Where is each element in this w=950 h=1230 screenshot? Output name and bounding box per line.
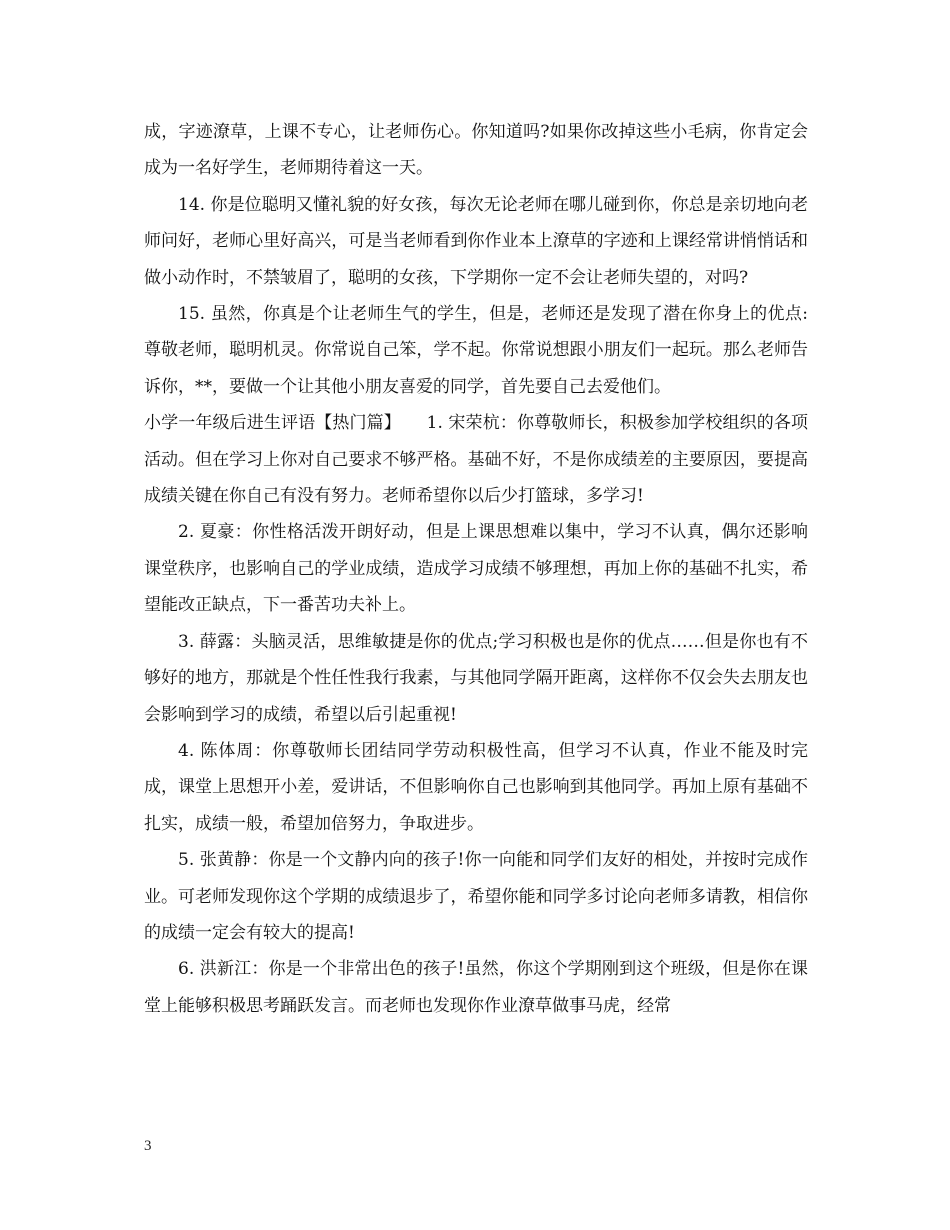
paragraph: 15. 虽然，你真是个让老师生气的学生，但是，老师还是发现了潜在你身上的优点:尊敬老师，聪明机灵。你常说自己笨，学不起。你常说想跟小朋友们一起玩。那么老师告诉你，**，要做一个让其他小朋友喜爱的同学，首先要自己去爱他们。 [144, 304, 808, 397]
paragraph: 5. 张黄静：你是一个文静内向的孩子!你一向能和同学们友好的相处，并按时完成作业。可老师发现你这个学期的成绩退步了，希望你能和同学多讨论向老师多请教，相信你的成绩一定会有较大的提高! [144, 850, 808, 943]
paragraph: 4. 陈体周：你尊敬师长团结同学劳动积极性高，但学习不认真，作业不能及时完成，课堂上思想开小差，爱讲话，不但影响你自己也影响到其他同学。再加上原有基础不扎实，成绩一般，希望加倍努力，争取进步。 [144, 740, 808, 834]
document-body [144, 114, 808, 1024]
paragraph: 成，字迹潦草，上课不专心，让老师伤心。你知道吗?如果你改掉这些小毛病，你肯定会成为一名好学生，老师期待着这一天。 [144, 122, 808, 179]
paragraph: 6. 洪新江：你是一个非常出色的孩子!虽然，你这个学期刚到这个班级，但是你在课堂上能够积极思考踊跃发言。而老师也发现你作业潦草做事马虎，经常 [144, 959, 808, 1016]
paragraph: 2. 夏豪：你性格活泼开朗好动，但是上课思想难以集中，学习不认真，偶尔还影响课堂秩序，也影响自己的学业成绩，造成学习成绩不够理想，再加上你的基础不扎实，希望能改正缺点，下一番苦功夫补上。 [144, 522, 808, 616]
paragraph: 小学一年级后进生评语【热门篇】 1. 宋荣杭：你尊敬师长，积极参加学校组织的各项活动。但在学习上你对自己要求不够严格。基础不好，不是你成绩差的主要原因，要提高成绩关键在你自己有没有努力。老师希望你以后少打篮球，多学习! [144, 413, 808, 507]
paragraph: 3. 薛露：头脑灵活，思维敏捷是你的优点;学习积极也是你的优点……但是你也有不够好的地方，那就是个性任性我行我素，与其他同学隔开距离，这样你不仅会失去朋友也会影响到学习的成绩，希望以后引起重视! [144, 631, 808, 725]
page-number: 3 [144, 1138, 152, 1154]
paragraph: 14. 你是位聪明又懂礼貌的好女孩，每次无论老师在哪儿碰到你，你总是亲切地向老师问好，老师心里好高兴，可是当老师看到你作业本上潦草的字迹和上课经常讲悄悄话和做小动作时，不禁皱眉了，聪明的女孩，下学期你一定不会让老师失望的，对吗? [144, 194, 808, 288]
